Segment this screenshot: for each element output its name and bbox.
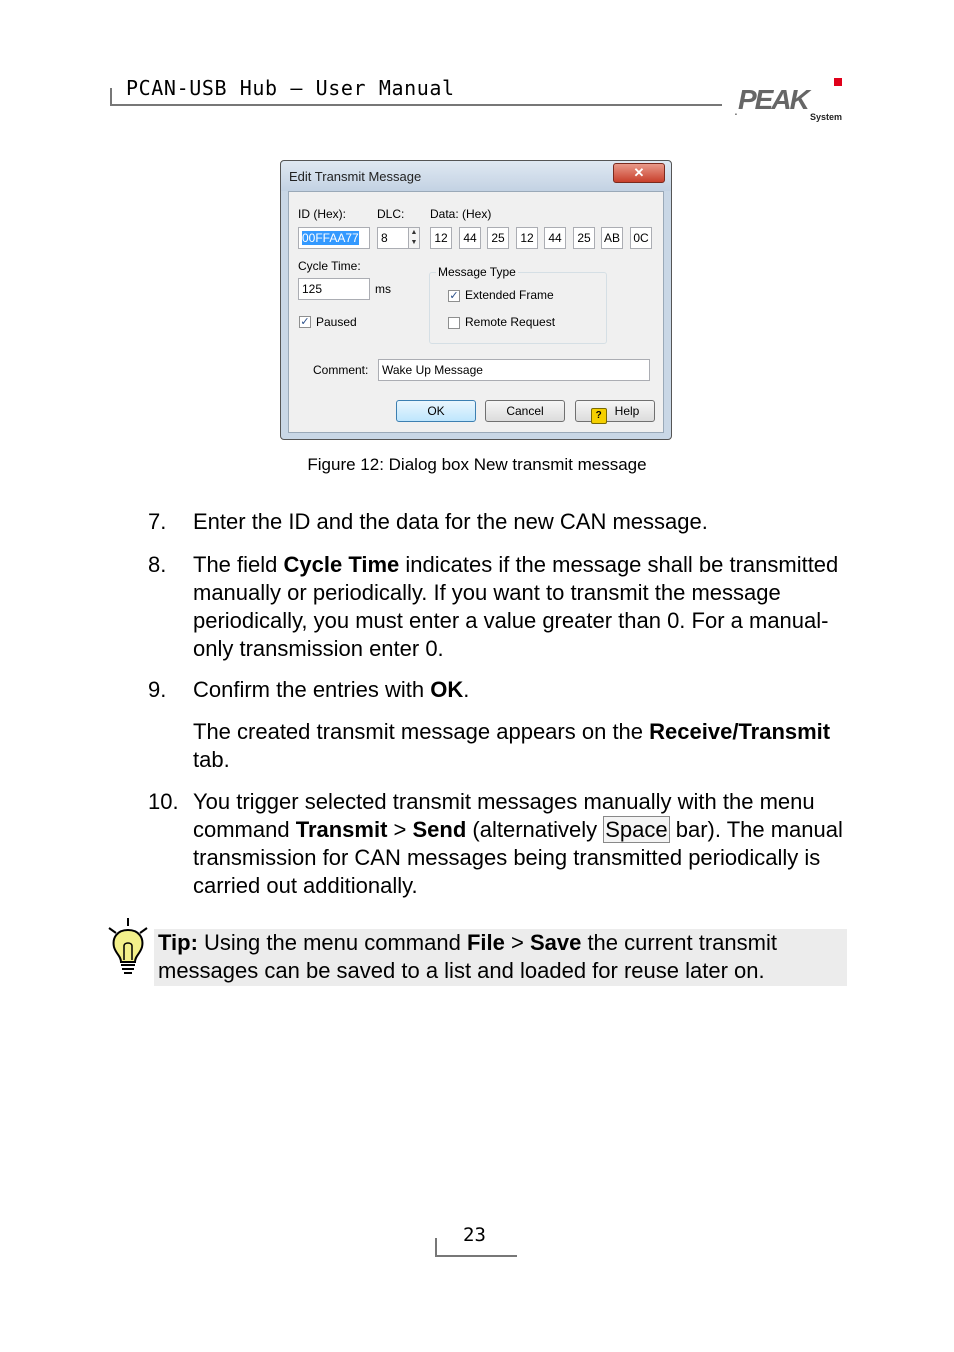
bold-term: File [466, 930, 505, 955]
text-run: Confirm the entries with [193, 677, 431, 702]
cycle-unit-label: ms [375, 282, 391, 296]
message-type-legend: Message Type [438, 265, 516, 279]
key-cap: Space [605, 817, 668, 842]
tip-text [158, 929, 848, 985]
running-header-title: PCAN-USB Hub – User Manual [126, 76, 455, 100]
step-text [193, 508, 853, 536]
data-byte-1[interactable]: 44 [459, 227, 481, 249]
data-byte-0[interactable]: 12 [430, 227, 452, 249]
spin-down-icon[interactable]: ▼ [410, 239, 418, 246]
bold-term: Receive/Transmit [649, 719, 831, 744]
dlc-label: DLC: [377, 207, 405, 221]
figure-caption: Figure 12: Dialog box New transmit message [307, 455, 647, 474]
dlc-spinner[interactable] [408, 227, 420, 249]
data-byte-3[interactable]: 12 [516, 227, 538, 249]
step-text [193, 551, 853, 663]
peak-system-logo: . PEAK System [734, 78, 846, 124]
data-byte-7[interactable]: 0C [630, 227, 652, 249]
lightbulb-icon [103, 916, 153, 978]
data-label: Data: (Hex) [430, 207, 492, 221]
text-run: > [387, 817, 413, 842]
close-button[interactable]: ✕ [613, 163, 665, 183]
text-run: . [463, 677, 470, 702]
extended-frame-label: Extended Frame [465, 288, 554, 302]
text-run: The field [193, 552, 284, 577]
bold-term: Save [529, 930, 582, 955]
text-run: bar). The manual transmission for CAN messages being transmitted periodically is carried out additionally. [193, 817, 843, 898]
bold-term: Cycle Time [283, 552, 400, 577]
edit-transmit-message-dialog [280, 160, 672, 440]
paused-label: Paused [316, 315, 357, 329]
text-run: tab. [193, 747, 230, 772]
dlc-input[interactable]: 8 [377, 227, 409, 249]
text-run: > [504, 930, 530, 955]
step-text [193, 676, 853, 704]
data-byte-2[interactable]: 25 [487, 227, 509, 249]
dialog-titlebar [281, 161, 671, 191]
bold-term: Send [412, 817, 467, 842]
header-rule [110, 104, 722, 106]
step-text [193, 718, 853, 774]
bold-term: Tip: [158, 930, 198, 955]
spin-up-icon[interactable]: ▲ [410, 229, 418, 236]
remote-request-label: Remote Request [465, 315, 556, 329]
cycle-time-label: Cycle Time: [298, 259, 361, 273]
text-run: The created transmit message appears on the [193, 719, 650, 744]
text-run: Enter the ID and the data for the new CAN message. [193, 509, 708, 534]
check-icon: ✓ [300, 316, 310, 328]
dialog-title: Edit Transmit Message [289, 169, 422, 184]
page-number: 23 [463, 1224, 486, 1246]
comment-input[interactable]: Wake Up Message [378, 359, 650, 381]
bold-term: Transmit [295, 817, 388, 842]
text-run: indicates if the message shall be transmitted manually or periodically. If you want to transmit the message periodically, you must enter a value greater than 0. For a manual-only transmission enter 0. [193, 552, 839, 661]
bold-term: OK [430, 677, 464, 702]
paused-checkbox[interactable] [299, 316, 311, 328]
step-text [193, 788, 853, 900]
data-byte-5[interactable]: 25 [573, 227, 595, 249]
data-byte-6[interactable]: AB [601, 227, 623, 249]
help-button[interactable]: ? Help [575, 400, 655, 422]
dialog-client-area [288, 191, 664, 433]
extended-frame-checkbox[interactable] [448, 290, 460, 302]
footer-rule [435, 1255, 517, 1257]
ok-button[interactable]: OK [396, 400, 476, 422]
data-byte-4[interactable]: 44 [544, 227, 566, 249]
id-label: ID (Hex): [298, 207, 346, 221]
text-run: the current transmit messages can be saved to a list and loaded for reuse later on. [158, 930, 777, 983]
id-input[interactable]: 00FFAA77 [298, 227, 370, 249]
logo-red-square [834, 78, 842, 86]
comment-label: Comment: [313, 363, 369, 377]
message-type-group [429, 265, 607, 344]
cancel-button[interactable]: Cancel [485, 400, 565, 422]
cycle-time-input[interactable]: 125 [298, 278, 370, 300]
help-icon: ? [591, 408, 607, 424]
logo-wordmark: PEAK [738, 84, 808, 115]
text-run: (alternatively [466, 817, 604, 842]
check-icon: ✓ [449, 290, 459, 302]
text-run: You trigger selected transmit messages manually with the menu command [193, 789, 815, 842]
logo-subtitle: System [810, 112, 843, 122]
remote-request-checkbox[interactable] [448, 317, 460, 329]
text-run: Using the menu command [197, 930, 467, 955]
